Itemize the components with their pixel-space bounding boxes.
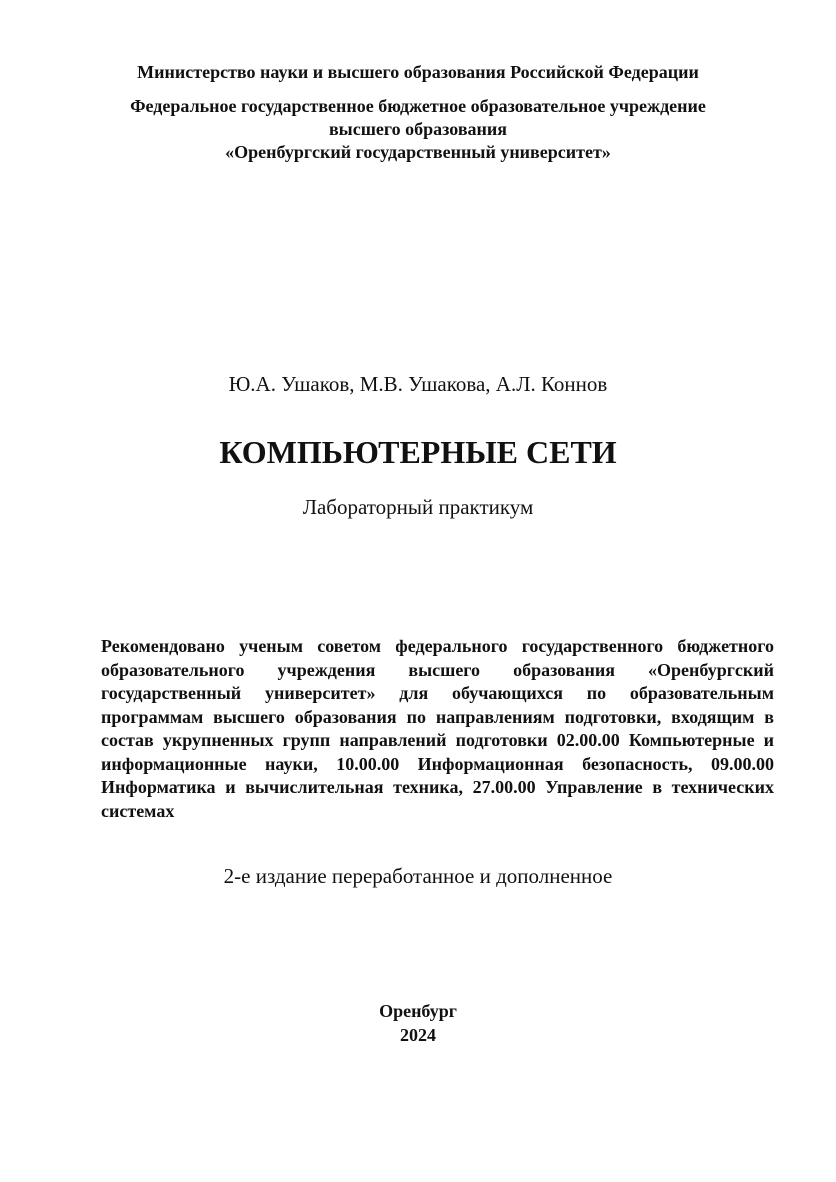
book-title: КОМПЬЮТЕРНЫЕ СЕТИ [219, 434, 617, 470]
institution-line-3: «Оренбургский государственный университет» [225, 142, 611, 162]
ministry-heading: Министерство науки и высшего образования Российской Федерации [137, 62, 699, 82]
authors: Ю.А. Ушаков, М.В. Ушакова, А.Л. Коннов [228, 372, 608, 396]
institution-line-2: высшего образования [328, 119, 508, 139]
imprint-year: 2024 [400, 1025, 436, 1045]
imprint-city: Оренбург [379, 1001, 457, 1021]
institution-heading [0, 95, 836, 164]
edition-note: 2-е издание переработанное и дополненное [223, 864, 613, 888]
book-subtitle: Лабораторный практикум [302, 495, 534, 519]
institution-line-1: Федеральное государственное бюджетное образовательное учреждение [130, 96, 706, 116]
recommendation-text: Рекомендовано ученым советом федерального государственного бюджетного образовательного учреждения высшего образования «Оренбургский государственный университет» для обучающихся по образовательным программам высшего образования по направлениям подготовки, входящим в состав укрупненных групп направлений подготовки 02.00.00 Компьютерные и информационные науки, 10.00.00 Информационная безопасность, 09.00.00 Информатика и вычислительная техника, 27.00.00 Управление в технических системах [101, 636, 774, 821]
